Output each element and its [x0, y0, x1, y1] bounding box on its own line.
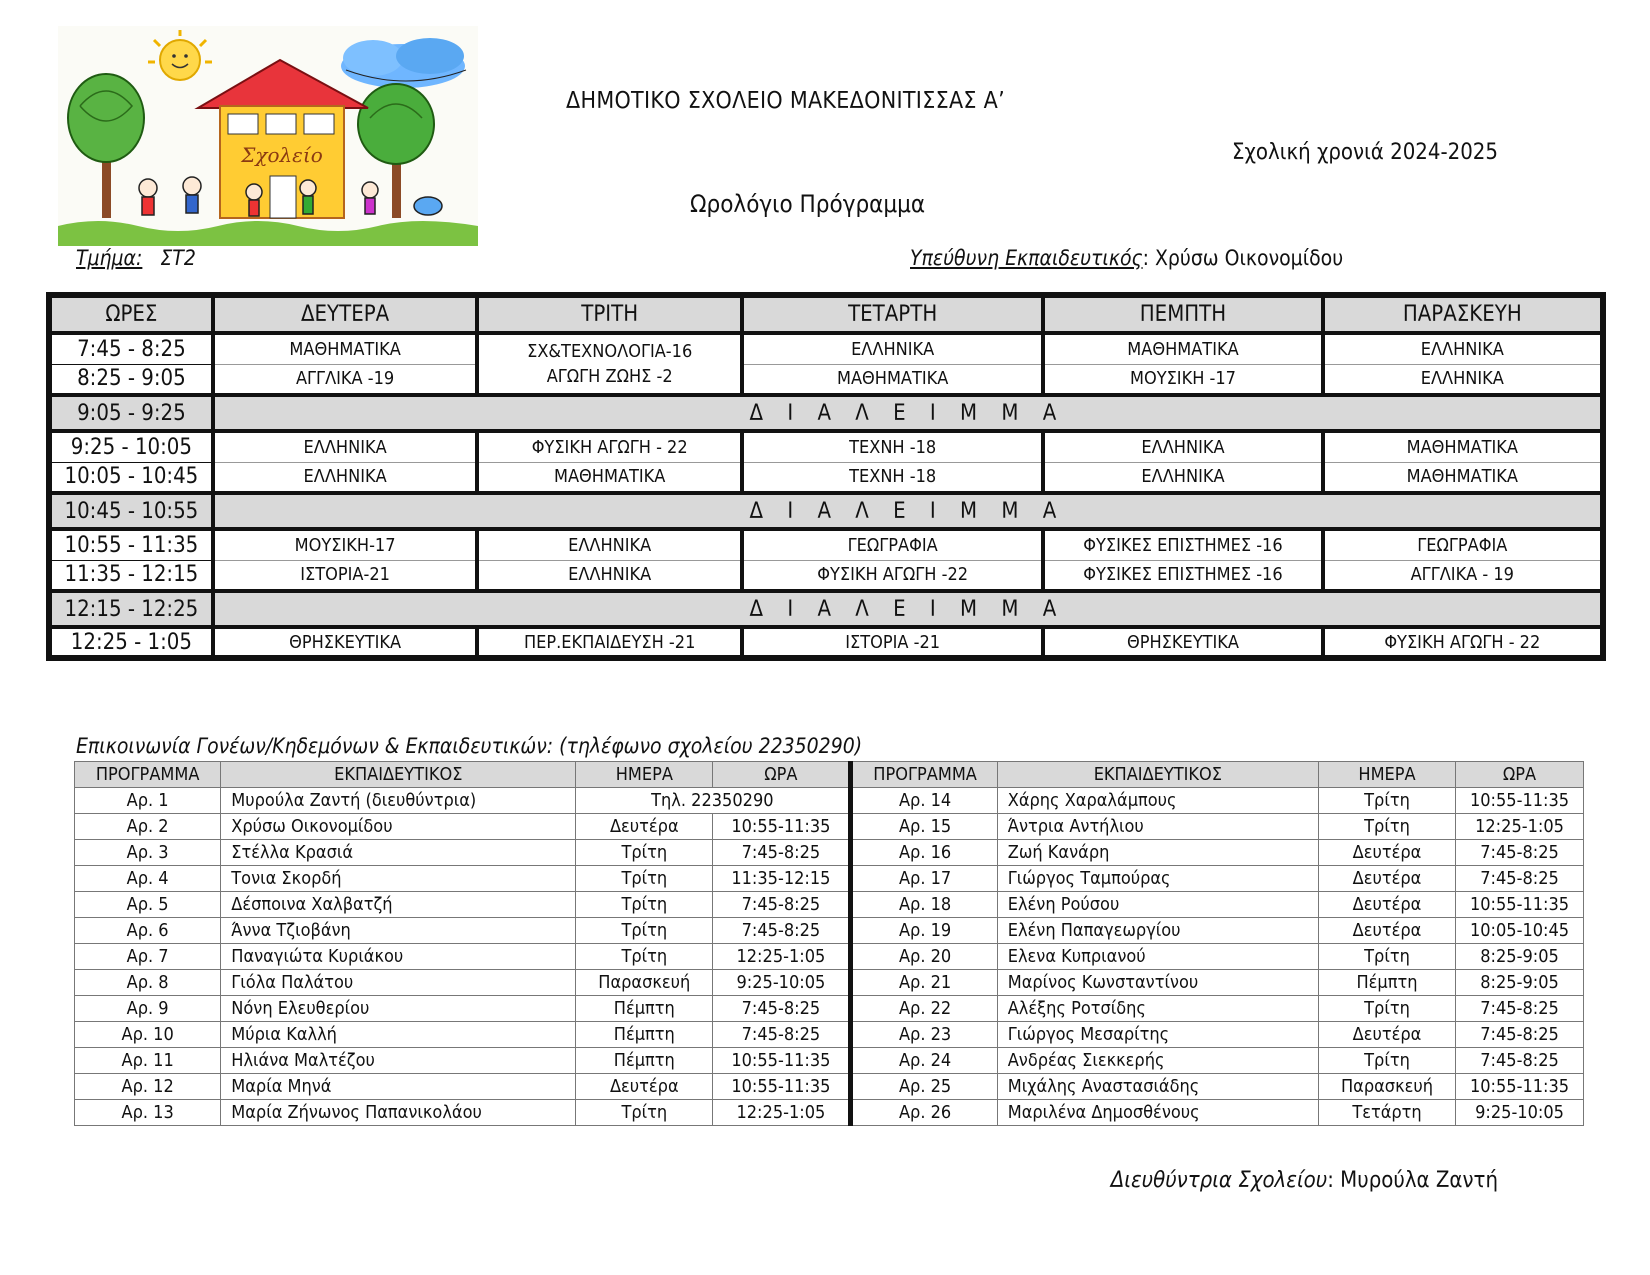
contact-time: 7:45-8:25	[713, 996, 851, 1022]
teacher-name: Άννα Τζιοβάνη	[221, 918, 576, 944]
contact-time: 9:25-10:05	[713, 970, 851, 996]
contact-time: 7:45-8:25	[713, 892, 851, 918]
period-time: 11:35 - 12:15	[49, 560, 213, 591]
program-number: Αρ. 17	[851, 866, 997, 892]
contact-time: 10:55-11:35	[713, 1074, 851, 1100]
lesson-cell: ΜΑΘΗΜΑΤΙΚΑ	[1323, 462, 1603, 493]
contact-day: Παρασκευή	[576, 970, 713, 996]
lesson-cell: ΜΟΥΣΙΚΗ-17	[213, 529, 478, 560]
program-number: Αρ. 5	[75, 892, 221, 918]
contact-time: 7:45-8:25	[1456, 840, 1584, 866]
break-row	[49, 493, 1603, 529]
contact-day: Δευτέρα	[1318, 1022, 1455, 1048]
lesson-cell: ΕΛΛΗΝΙΚΑ	[477, 560, 742, 591]
contact-day: Τρίτη	[576, 840, 713, 866]
table-row	[75, 866, 1584, 892]
table-row	[75, 944, 1584, 970]
contact-table	[74, 761, 1584, 1126]
break-time: 12:15 - 12:25	[49, 591, 213, 627]
timetable-header-row	[49, 295, 1603, 333]
teacher-name: Ανδρέας Σιεκκερής	[997, 1048, 1318, 1074]
period-row	[49, 560, 1603, 591]
teacher-name: Μαρία Μηνά	[221, 1074, 576, 1100]
break-row	[49, 591, 1603, 627]
principal-signature	[1111, 1168, 1498, 1193]
contact-day: Τρίτη	[576, 892, 713, 918]
teacher-name: Νόνη Ελευθερίου	[221, 996, 576, 1022]
class-line	[76, 246, 196, 270]
period-row	[49, 462, 1603, 493]
program-number: Αρ. 9	[75, 996, 221, 1022]
period-time: 10:55 - 11:35	[49, 529, 213, 560]
lesson-cell: ΤΕΧΝΗ -18	[742, 462, 1043, 493]
teacher-name: Χάρης Χαραλάμπους	[997, 788, 1318, 814]
lesson-cell: ΘΡΗΣΚΕΥΤΙΚΑ	[1043, 627, 1322, 658]
contact-time: 8:25-9:05	[1456, 944, 1584, 970]
table-row	[75, 970, 1584, 996]
lesson-cell: ΦΥΣΙΚΗ ΑΓΩΓΗ - 22	[477, 431, 742, 462]
teacher-value: : Χρύσω Οικονομίδου	[1142, 246, 1344, 270]
lesson-cell: ΙΣΤΟΡΙΑ -21	[742, 627, 1043, 658]
lesson-cell: ΜΑΘΗΜΑΤΙΚΑ	[742, 364, 1043, 395]
period-row	[49, 627, 1603, 658]
principal-name: : Μυρούλα Ζαντή	[1327, 1168, 1498, 1193]
contact-day: Τρίτη	[1318, 814, 1455, 840]
contact-day: Τετάρτη	[1318, 1100, 1455, 1126]
break-label: Δ Ι Α Λ Ε Ι Μ Μ Α	[213, 395, 1603, 431]
lesson-cell: ΜΑΘΗΜΑΤΙΚΑ	[1043, 333, 1322, 364]
lesson-cell: ΕΛΛΗΝΙΚΑ	[213, 431, 478, 462]
contact-time: 12:25-1:05	[713, 944, 851, 970]
period-time: 12:25 - 1:05	[49, 627, 213, 658]
col-time: ΩΡΑ	[713, 762, 851, 788]
contact-time: 8:25-9:05	[1456, 970, 1584, 996]
table-row	[75, 996, 1584, 1022]
program-number: Αρ. 26	[851, 1100, 997, 1126]
period-time: 7:45 - 8:25	[49, 333, 213, 364]
table-row	[75, 840, 1584, 866]
program-number: Αρ. 24	[851, 1048, 997, 1074]
program-number: Αρ. 12	[75, 1074, 221, 1100]
contact-day: Δευτέρα	[1318, 866, 1455, 892]
program-number: Αρ. 2	[75, 814, 221, 840]
teacher-name: Μύρια Καλλή	[221, 1022, 576, 1048]
timetable	[46, 292, 1606, 661]
contact-time: 10:05-10:45	[1456, 918, 1584, 944]
school-year: Σχολική χρονιά 2024-2025	[1232, 140, 1498, 165]
program-number: Αρ. 1	[75, 788, 221, 814]
contact-time: 12:25-1:05	[1456, 814, 1584, 840]
contact-day: Πέμπτη	[576, 1022, 713, 1048]
header-friday: ΠΑΡΑΣΚΕΥΗ	[1323, 295, 1603, 333]
period-row	[49, 431, 1603, 462]
contact-day: Τρίτη	[1318, 996, 1455, 1022]
program-number: Αρ. 25	[851, 1074, 997, 1100]
class-value: ΣΤ2	[160, 246, 196, 270]
contact-day: Δευτέρα	[576, 1074, 713, 1100]
contact-day: Τρίτη	[576, 1100, 713, 1126]
teacher-name: Ελένη Ρούσου	[997, 892, 1318, 918]
header-monday: ΔΕΥΤΕΡΑ	[213, 295, 478, 333]
contact-day: Πέμπτη	[576, 1048, 713, 1074]
contact-day: Δευτέρα	[576, 814, 713, 840]
teacher-label: Υπεύθυνη Εκπαιδευτικός	[910, 246, 1143, 270]
contact-day: Πέμπτη	[1318, 970, 1455, 996]
lesson-cell: ΤΕΧΝΗ -18	[742, 431, 1043, 462]
program-number: Αρ. 11	[75, 1048, 221, 1074]
contact-time: 10:55-11:35	[1456, 1074, 1584, 1100]
teacher-name: Γιώργος Ταμπούρας	[997, 866, 1318, 892]
principal-label: Διευθύντρια Σχολείου	[1110, 1168, 1328, 1193]
teacher-name: Παναγιώτα Κυριάκου	[221, 944, 576, 970]
header-tuesday: ΤΡΙΤΗ	[477, 295, 742, 333]
contact-day: Τρίτη	[576, 918, 713, 944]
contact-header-row	[75, 762, 1584, 788]
page-title: Ωρολόγιο Πρόγραμμα	[690, 190, 926, 218]
program-number: Αρ. 13	[75, 1100, 221, 1126]
teacher-name: Ελενα Κυπριανού	[997, 944, 1318, 970]
table-row	[75, 1048, 1584, 1074]
teacher-name: Μαριλένα Δημοσθένους	[997, 1100, 1318, 1126]
break-time: 10:45 - 10:55	[49, 493, 213, 529]
period-time: 8:25 - 9:05	[49, 364, 213, 395]
col-day: ΗΜΕΡΑ	[1318, 762, 1455, 788]
break-time: 9:05 - 9:25	[49, 395, 213, 431]
lesson-cell: ΕΛΛΗΝΙΚΑ	[1323, 333, 1603, 364]
lesson-cell: ΕΛΛΗΝΙΚΑ	[742, 333, 1043, 364]
lesson-cell: ΜΟΥΣΙΚΗ -17	[1043, 364, 1322, 395]
contact-day: Τρίτη	[576, 944, 713, 970]
program-number: Αρ. 23	[851, 1022, 997, 1048]
period-time: 9:25 - 10:05	[49, 431, 213, 462]
program-number: Αρ. 19	[851, 918, 997, 944]
teacher-name: Ζωή Κανάρη	[997, 840, 1318, 866]
col-teacher: ΕΚΠΑΙΔΕΥΤΙΚΟΣ	[997, 762, 1318, 788]
contact-day: Δευτέρα	[1318, 892, 1455, 918]
contact-time: 10:55-11:35	[1456, 892, 1584, 918]
table-row	[75, 1100, 1584, 1126]
table-row	[75, 918, 1584, 944]
header-hours: ΩΡΕΣ	[49, 295, 213, 333]
table-row	[75, 814, 1584, 840]
contact-time: 9:25-10:05	[1456, 1100, 1584, 1126]
contact-time: 11:35-12:15	[713, 866, 851, 892]
teacher-name: Μυρούλα Ζαντή (διευθύντρια)	[221, 788, 576, 814]
program-number: Αρ. 15	[851, 814, 997, 840]
lesson-cell: ΕΛΛΗΝΙΚΑ	[1043, 431, 1322, 462]
teacher-name: Χρύσω Οικονομίδου	[221, 814, 576, 840]
contact-time: 7:45-8:25	[1456, 1022, 1584, 1048]
col-time: ΩΡΑ	[1456, 762, 1584, 788]
contact-time: 7:45-8:25	[1456, 866, 1584, 892]
col-program: ΠΡΟΓΡΑΜΜΑ	[75, 762, 221, 788]
class-label: Τμήμα:	[76, 246, 143, 270]
contact-day: Τρίτη	[1318, 944, 1455, 970]
header-wednesday: ΤΕΤΑΡΤΗ	[742, 295, 1043, 333]
lesson-cell: ΜΑΘΗΜΑΤΙΚΑ	[213, 333, 478, 364]
lesson-cell: ΦΥΣΙΚΗ ΑΓΩΓΗ - 22	[1323, 627, 1603, 658]
program-number: Αρ. 7	[75, 944, 221, 970]
program-number: Αρ. 14	[851, 788, 997, 814]
lesson-cell: ΓΕΩΓΡΑΦΙΑ	[1323, 529, 1603, 560]
school-phone: Τηλ. 22350290	[576, 788, 851, 814]
lesson-cell: ΕΛΛΗΝΙΚΑ	[1043, 462, 1322, 493]
contact-time: 7:45-8:25	[1456, 1048, 1584, 1074]
lesson-line: ΣΧ&ΤΕΧΝΟΛΟΓΙΑ-16	[527, 341, 693, 362]
lesson-cell: ΦΥΣΙΚΗ ΑΓΩΓΗ -22	[742, 560, 1043, 591]
logo-text: Σχολείο	[241, 143, 323, 167]
school-drawing-logo	[58, 26, 478, 246]
program-number: Αρ. 22	[851, 996, 997, 1022]
break-label: Δ Ι Α Λ Ε Ι Μ Μ Α	[213, 493, 1603, 529]
lesson-cell: ΘΡΗΣΚΕΥΤΙΚΑ	[213, 627, 478, 658]
contact-title: Επικοινωνία Γονέων/Κηδεμόνων & Εκπαιδευτικών: (τηλέφωνο σχολείου 22350290)	[76, 734, 863, 758]
teacher-name: Άντρια Αντήλιου	[997, 814, 1318, 840]
teacher-name: Μαρίνος Κωνσταντίνου	[997, 970, 1318, 996]
lesson-cell: ΕΛΛΗΝΙΚΑ	[1323, 364, 1603, 395]
program-number: Αρ. 21	[851, 970, 997, 996]
lesson-line: ΑΓΩΓΗ ΖΩΗΣ -2	[546, 366, 673, 387]
teacher-name: Αλέξης Ροτσίδης	[997, 996, 1318, 1022]
contact-time: 10:55-11:35	[713, 814, 851, 840]
teacher-name: Δέσποινα Χαλβατζή	[221, 892, 576, 918]
lesson-cell: ΑΓΓΛΙΚΑ -19	[213, 364, 478, 395]
table-row	[75, 892, 1584, 918]
lesson-cell: ΦΥΣΙΚΕΣ ΕΠΙΣΤΗΜΕΣ -16	[1043, 529, 1322, 560]
teacher-line	[910, 246, 1343, 270]
period-row	[49, 333, 1603, 364]
period-time: 10:05 - 10:45	[49, 462, 213, 493]
teacher-name: Μιχάλης Αναστασιάδης	[997, 1074, 1318, 1100]
lesson-cell: ΙΣΤΟΡΙΑ-21	[213, 560, 478, 591]
lesson-cell: ΕΛΛΗΝΙΚΑ	[213, 462, 478, 493]
program-number: Αρ. 10	[75, 1022, 221, 1048]
lesson-cell: ΓΕΩΓΡΑΦΙΑ	[742, 529, 1043, 560]
program-number: Αρ. 20	[851, 944, 997, 970]
contact-day: Τρίτη	[1318, 1048, 1455, 1074]
school-name: ΔΗΜΟΤΙΚΟ ΣΧΟΛΕΙΟ ΜΑΚΕΔΟΝΙΤΙΣΣΑΣ Α’	[566, 88, 1005, 114]
break-row	[49, 395, 1603, 431]
col-day: ΗΜΕΡΑ	[576, 762, 713, 788]
contact-day: Τρίτη	[576, 866, 713, 892]
teacher-name: Γιώργος Μεσαρίτης	[997, 1022, 1318, 1048]
contact-table-body	[75, 788, 1584, 1126]
lesson-cell-merged	[477, 333, 742, 395]
teacher-name: Μαρία Ζήνωνος Παπανικολάου	[221, 1100, 576, 1126]
program-number: Αρ. 6	[75, 918, 221, 944]
teacher-name: Τονια Σκορδή	[221, 866, 576, 892]
lesson-cell: ΕΛΛΗΝΙΚΑ	[477, 529, 742, 560]
table-row	[75, 1074, 1584, 1100]
teacher-name: Ελένη Παπαγεωργίου	[997, 918, 1318, 944]
contact-time: 12:25-1:05	[713, 1100, 851, 1126]
program-number: Αρ. 4	[75, 866, 221, 892]
break-label: Δ Ι Α Λ Ε Ι Μ Μ Α	[213, 591, 1603, 627]
col-teacher: ΕΚΠΑΙΔΕΥΤΙΚΟΣ	[221, 762, 576, 788]
contact-day: Τρίτη	[1318, 788, 1455, 814]
contact-time: 10:55-11:35	[1456, 788, 1584, 814]
header-thursday: ΠΕΜΠΤΗ	[1043, 295, 1322, 333]
contact-time: 7:45-8:25	[713, 1022, 851, 1048]
contact-day: Δευτέρα	[1318, 840, 1455, 866]
teacher-name: Στέλλα Κρασιά	[221, 840, 576, 866]
period-row	[49, 529, 1603, 560]
lesson-cell: ΦΥΣΙΚΕΣ ΕΠΙΣΤΗΜΕΣ -16	[1043, 560, 1322, 591]
cloud-icon	[341, 38, 466, 88]
table-row	[75, 788, 1584, 814]
lesson-cell: ΜΑΘΗΜΑΤΙΚΑ	[477, 462, 742, 493]
period-row	[49, 364, 1603, 395]
teacher-name: Ηλιάνα Μαλτέζου	[221, 1048, 576, 1074]
contact-time: 7:45-8:25	[713, 840, 851, 866]
program-number: Αρ. 3	[75, 840, 221, 866]
contact-day: Δευτέρα	[1318, 918, 1455, 944]
program-number: Αρ. 16	[851, 840, 997, 866]
col-program: ΠΡΟΓΡΑΜΜΑ	[851, 762, 997, 788]
lesson-cell: ΑΓΓΛΙΚΑ - 19	[1323, 560, 1603, 591]
table-row	[75, 1022, 1584, 1048]
lesson-cell: ΠΕΡ.ΕΚΠΑΙΔΕΥΣΗ -21	[477, 627, 742, 658]
contact-day: Παρασκευή	[1318, 1074, 1455, 1100]
contact-day: Πέμπτη	[576, 996, 713, 1022]
program-number: Αρ. 8	[75, 970, 221, 996]
contact-time: 7:45-8:25	[713, 918, 851, 944]
teacher-name: Γιόλα Παλάτου	[221, 970, 576, 996]
contact-time: 10:55-11:35	[713, 1048, 851, 1074]
program-number: Αρ. 18	[851, 892, 997, 918]
contact-time: 7:45-8:25	[1456, 996, 1584, 1022]
lesson-cell: ΜΑΘΗΜΑΤΙΚΑ	[1323, 431, 1603, 462]
